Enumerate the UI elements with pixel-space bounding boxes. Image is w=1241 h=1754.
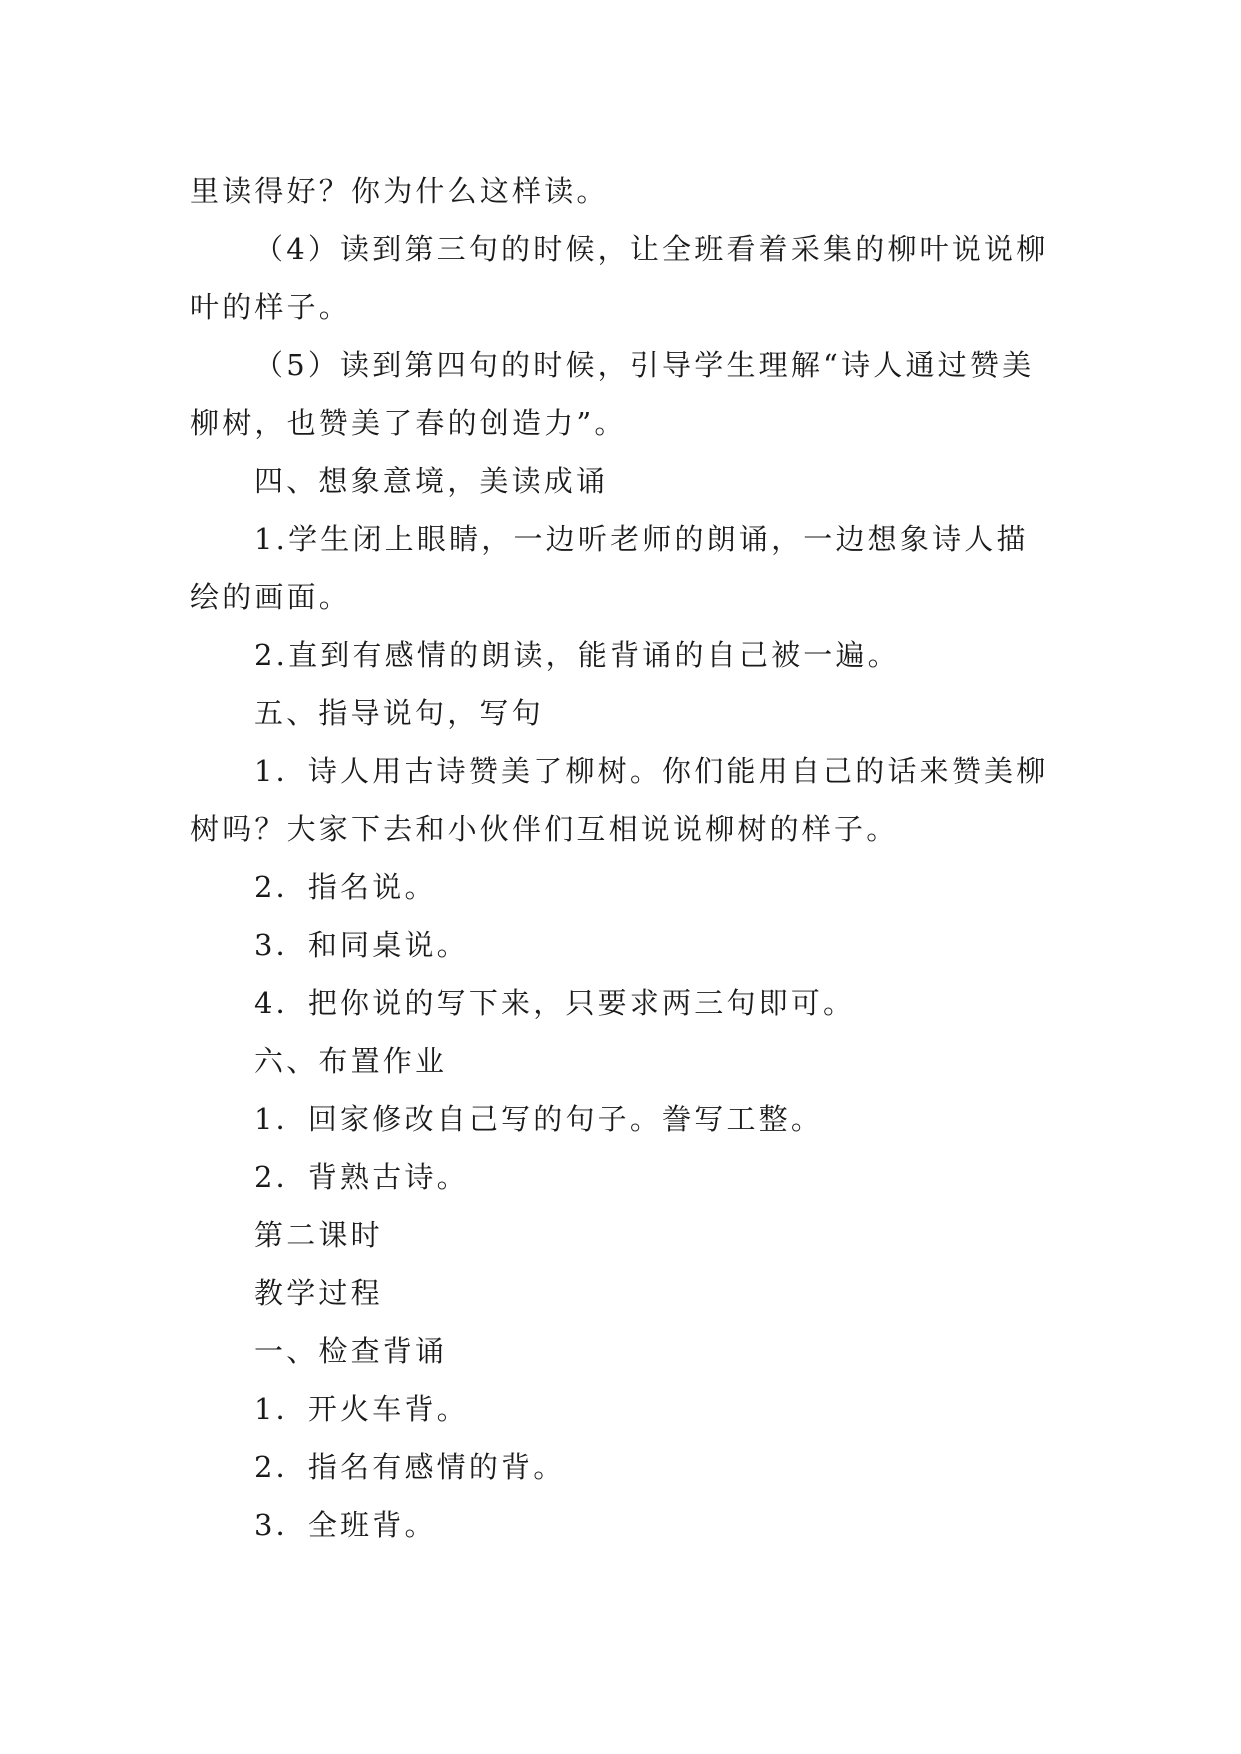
- section-heading: 四、想象意境，美读成诵: [254, 464, 609, 498]
- paragraph: 1.学生闭上眼睛，一边听老师的朗诵，一边想象诗人描绘的画面。: [190, 522, 1029, 614]
- paragraph: （4）读到第三句的时候，让全班看着采集的柳叶说说柳叶的样子。: [190, 232, 1049, 324]
- list-item: 4．把你说的写下来，只要求两三句即可。: [254, 986, 856, 1020]
- section-heading: 五、指导说句，写句: [254, 696, 544, 730]
- list-item: 3．全班背。: [254, 1508, 437, 1542]
- section-heading: 一、检查背诵: [254, 1334, 448, 1368]
- paragraph: （5）读到第四句的时候，引导学生理解“诗人通过赞美柳树，也赞美了春的创造力”。: [190, 348, 1035, 440]
- list-item: 3．和同桌说。: [254, 928, 469, 962]
- paragraph: 里读得好？你为什么这样读。: [190, 174, 609, 208]
- paragraph: 2.直到有感情的朗读，能背诵的自己被一遍。: [254, 638, 900, 672]
- subsection-heading: 教学过程: [254, 1276, 383, 1310]
- document-body: [190, 162, 1050, 1554]
- paragraph: 1．诗人用古诗赞美了柳树。你们能用自己的话来赞美柳树吗？大家下去和小伙伴们互相说说柳树的样子。: [190, 754, 1049, 846]
- lesson-heading: 第二课时: [254, 1218, 383, 1252]
- list-item: 1．回家修改自己写的句子。誊写工整。: [254, 1102, 824, 1136]
- list-item: 2．指名有感情的背。: [254, 1450, 566, 1484]
- list-item: 2．指名说。: [254, 870, 437, 904]
- section-heading: 六、布置作业: [254, 1044, 448, 1078]
- list-item: 2．背熟古诗。: [254, 1160, 469, 1194]
- list-item: 1．开火车背。: [254, 1392, 469, 1426]
